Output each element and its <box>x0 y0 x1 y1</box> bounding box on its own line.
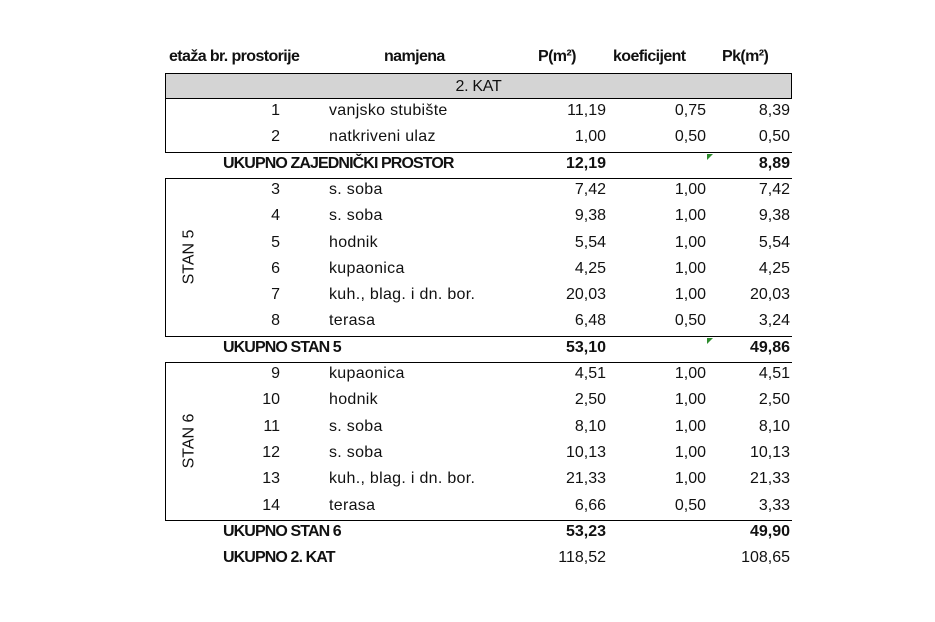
room-number: 8 <box>271 312 280 329</box>
header-coefficient: koeficijent <box>613 48 686 65</box>
room-coefficient: 1,00 <box>674 444 706 461</box>
total-corrected-area: 49,90 <box>749 523 790 540</box>
floor-label: 2. KAT <box>455 78 502 95</box>
room-coefficient: 0,75 <box>674 102 706 119</box>
room-corrected-area: 8,39 <box>758 102 790 119</box>
room-area: 8,10 <box>574 418 606 435</box>
total-area: 53,10 <box>565 339 606 356</box>
room-coefficient: 1,00 <box>674 365 706 382</box>
room-number: 14 <box>262 497 280 514</box>
room-purpose: vanjsko stubište <box>329 102 448 119</box>
room-corrected-area: 3,24 <box>758 312 790 329</box>
room-number: 3 <box>271 181 280 198</box>
table-row <box>0 283 935 309</box>
room-area: 4,25 <box>574 260 606 277</box>
room-area: 6,66 <box>574 497 606 514</box>
header-etaza: etaža br. prostorije <box>169 48 300 65</box>
room-purpose: kuh., blag. i dn. bor. <box>329 286 476 303</box>
comment-marker-icon <box>707 154 713 160</box>
room-area: 11,19 <box>567 102 606 119</box>
room-number: 2 <box>271 128 280 145</box>
room-number: 5 <box>271 234 280 251</box>
total-corrected-area: 108,65 <box>741 549 790 566</box>
room-number: 13 <box>262 470 280 487</box>
room-purpose: s. soba <box>329 444 383 461</box>
room-corrected-area: 20,03 <box>749 286 790 303</box>
header-corrected-area: Pk(m²) <box>722 48 769 65</box>
room-coefficient: 0,50 <box>674 497 706 514</box>
room-area: 20,03 <box>565 286 606 303</box>
room-area: 5,54 <box>574 234 606 251</box>
table-row <box>0 99 935 125</box>
total-row-stan6 <box>0 520 935 546</box>
table-row <box>0 125 935 151</box>
room-number: 4 <box>271 207 280 224</box>
room-area: 9,38 <box>574 207 606 224</box>
total-corrected-area: 8,89 <box>758 155 790 172</box>
total-label: UKUPNO ZAJEDNIČKI PROSTOR <box>223 155 454 172</box>
room-corrected-area: 10,13 <box>749 444 790 461</box>
total-row-floor <box>0 546 935 572</box>
total-area: 118,52 <box>558 549 606 566</box>
table-row <box>0 231 935 257</box>
room-coefficient: 1,00 <box>674 181 706 198</box>
room-corrected-area: 4,51 <box>758 365 790 382</box>
room-number: 6 <box>271 260 280 277</box>
table-row <box>0 178 935 204</box>
room-coefficient: 1,00 <box>674 260 706 277</box>
room-number: 12 <box>262 444 280 461</box>
room-corrected-area: 3,33 <box>758 497 790 514</box>
total-row-stan5 <box>0 336 935 362</box>
floor-header-band <box>165 73 792 99</box>
table-row <box>0 362 935 388</box>
table-row <box>0 388 935 414</box>
section-border-stan6 <box>165 362 166 520</box>
room-corrected-area: 9,38 <box>758 207 790 224</box>
room-corrected-area: 8,10 <box>758 418 790 435</box>
room-purpose: kupaonica <box>329 260 405 277</box>
table-row <box>0 415 935 441</box>
table-row <box>0 467 935 493</box>
room-purpose: natkriveni ulaz <box>329 128 436 145</box>
total-label: UKUPNO STAN 5 <box>223 339 341 356</box>
total-area: 53,23 <box>565 523 606 540</box>
room-purpose: hodnik <box>329 391 378 408</box>
room-coefficient: 1,00 <box>674 234 706 251</box>
room-number: 9 <box>271 365 280 382</box>
table-row <box>0 494 935 520</box>
table-row <box>0 204 935 230</box>
room-purpose: s. soba <box>329 207 383 224</box>
room-coefficient: 1,00 <box>674 391 706 408</box>
total-row-common <box>0 152 935 178</box>
total-area: 12,19 <box>565 155 606 172</box>
room-area: 4,51 <box>574 365 606 382</box>
room-coefficient: 1,00 <box>674 418 706 435</box>
room-number: 7 <box>271 286 280 303</box>
room-purpose: kupaonica <box>329 365 405 382</box>
table-row <box>0 257 935 283</box>
room-coefficient: 1,00 <box>674 470 706 487</box>
room-area: 21,33 <box>565 470 606 487</box>
room-coefficient: 1,00 <box>674 207 706 224</box>
room-purpose: s. soba <box>329 181 383 198</box>
apartment-label-stan6: STAN 6 <box>180 413 198 469</box>
table-row <box>0 441 935 467</box>
room-corrected-area: 7,42 <box>758 181 790 198</box>
room-purpose: terasa <box>329 312 376 329</box>
table-row <box>0 309 935 335</box>
section-border-stan5 <box>165 178 166 336</box>
header-area: P(m²) <box>538 48 576 65</box>
header-namjena: namjena <box>384 48 445 65</box>
room-corrected-area: 5,54 <box>758 234 790 251</box>
room-corrected-area: 0,50 <box>758 128 790 145</box>
room-corrected-area: 2,50 <box>758 391 790 408</box>
room-corrected-area: 21,33 <box>749 470 790 487</box>
room-area: 7,42 <box>574 181 606 198</box>
total-corrected-area: 49,86 <box>749 339 790 356</box>
room-coefficient: 0,50 <box>674 128 706 145</box>
room-purpose: s. soba <box>329 418 383 435</box>
room-area: 10,13 <box>565 444 606 461</box>
room-coefficient: 0,50 <box>674 312 706 329</box>
room-purpose: kuh., blag. i dn. bor. <box>329 470 476 487</box>
room-number: 11 <box>263 418 280 435</box>
room-corrected-area: 4,25 <box>758 260 790 277</box>
room-area: 6,48 <box>574 312 606 329</box>
room-number: 10 <box>262 391 280 408</box>
room-purpose: hodnik <box>329 234 378 251</box>
total-label: UKUPNO STAN 6 <box>223 523 341 540</box>
comment-marker-icon <box>707 338 713 344</box>
room-purpose: terasa <box>329 497 376 514</box>
apartment-label-stan5: STAN 5 <box>180 229 198 285</box>
room-number: 1 <box>271 102 280 119</box>
total-label: UKUPNO 2. KAT <box>223 549 335 566</box>
room-area: 2,50 <box>574 391 606 408</box>
room-area: 1,00 <box>574 128 606 145</box>
room-coefficient: 1,00 <box>674 286 706 303</box>
section-border-common <box>165 99 166 152</box>
